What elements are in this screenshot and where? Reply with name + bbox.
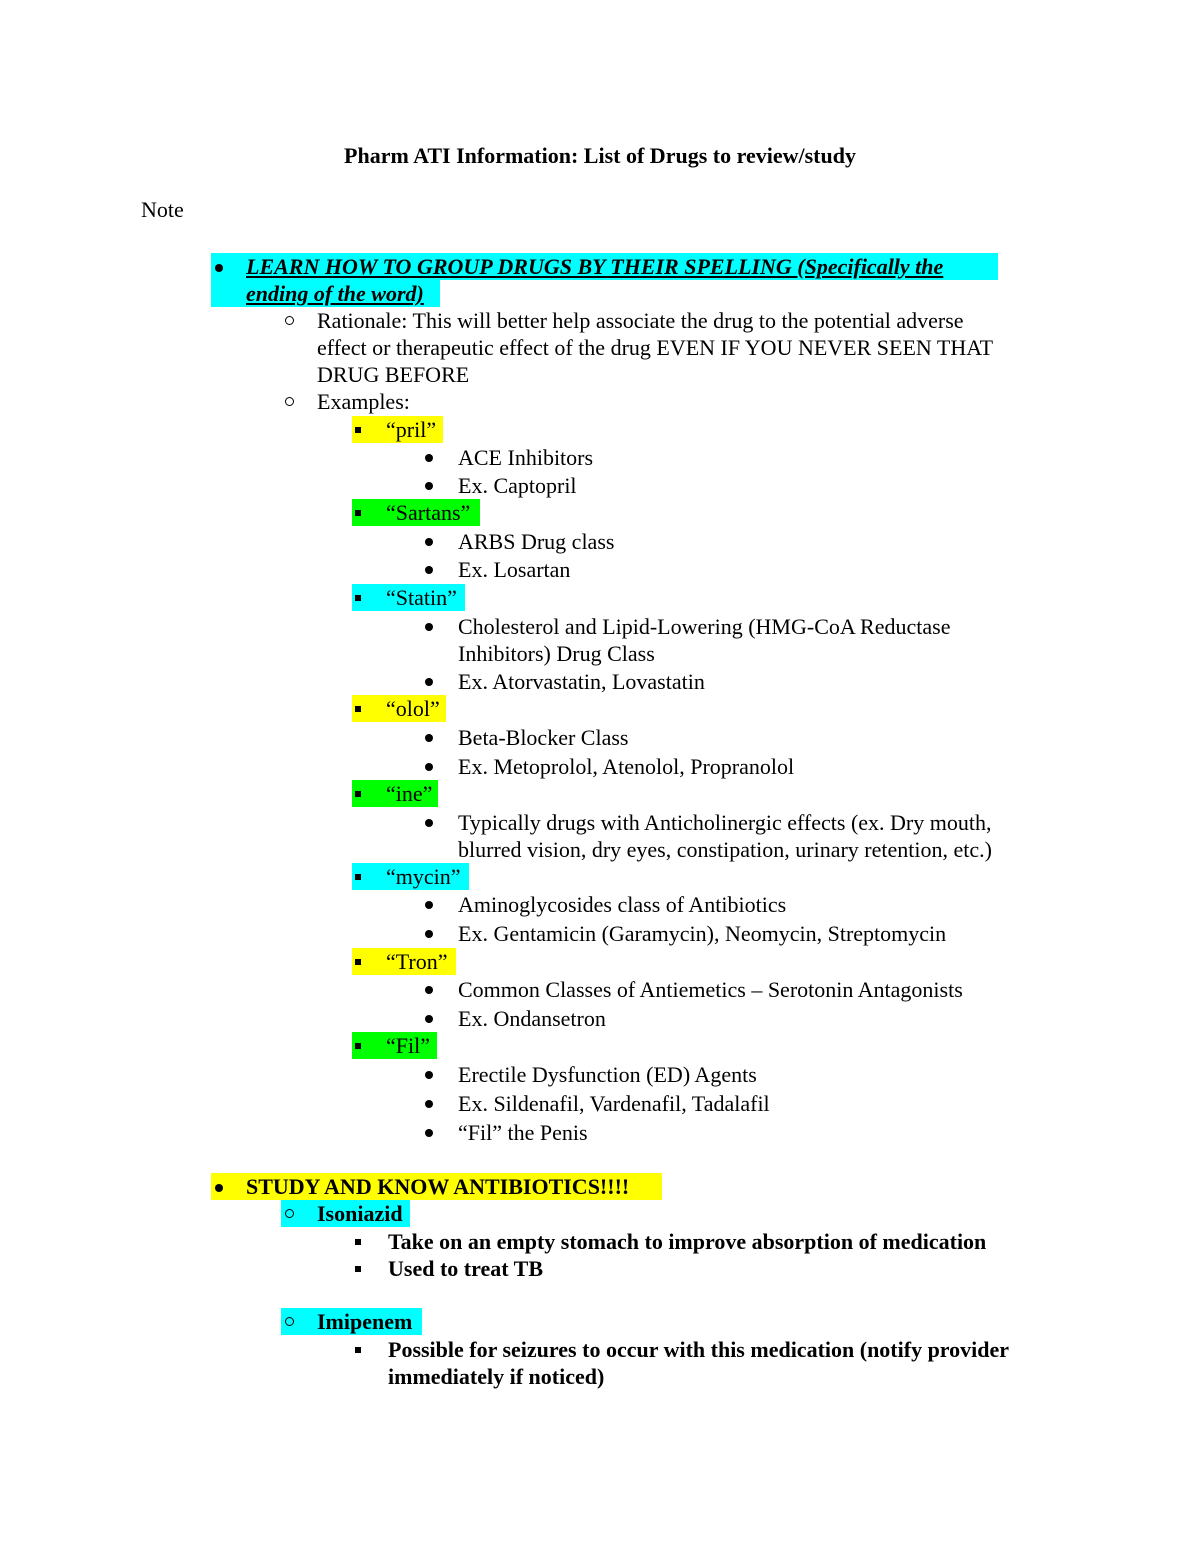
bullet-dot-icon	[425, 930, 433, 938]
bullet-dot-icon	[425, 482, 433, 490]
bullet-square-icon	[355, 1239, 361, 1245]
section1-heading-line2: ending of the word)	[246, 281, 424, 306]
group-item: Ex. Losartan	[458, 557, 571, 582]
bullet-square-icon	[355, 959, 361, 965]
bullet-dot-icon	[215, 264, 223, 272]
drug-point-continued: immediately if noticed)	[388, 1364, 605, 1389]
group-item: “Fil” the Penis	[458, 1120, 588, 1145]
bullet-dot-icon	[425, 678, 433, 686]
bullet-dot-icon	[215, 1184, 223, 1192]
bullet-dot-icon	[425, 1100, 433, 1108]
bullet-dot-icon	[425, 734, 433, 742]
bullet-circle-icon	[285, 316, 294, 325]
group-item: Aminoglycosides class of Antibiotics	[458, 892, 787, 917]
group-label-fil: “Fil”	[386, 1033, 430, 1058]
bullet-square-icon	[355, 706, 361, 712]
group-item: ACE Inhibitors	[458, 445, 594, 470]
group-label-statin: “Statin”	[386, 585, 457, 610]
group-item: Ex. Captopril	[458, 473, 577, 498]
bullet-dot-icon	[425, 1071, 433, 1079]
bullet-circle-icon	[285, 397, 294, 406]
section2-heading: STUDY AND KNOW ANTIBIOTICS!!!!	[246, 1174, 630, 1199]
bullet-circle-icon	[285, 1209, 294, 1218]
bullet-square-icon	[355, 595, 361, 601]
drug-name-imipenem: Imipenem	[317, 1309, 413, 1334]
bullet-square-icon	[355, 1266, 361, 1272]
drug-name-isoniazid: Isoniazid	[317, 1201, 403, 1226]
bullet-dot-icon	[425, 1129, 433, 1137]
examples-label: Examples:	[317, 389, 410, 414]
bullet-square-icon	[355, 1347, 361, 1353]
bullet-square-icon	[355, 1043, 361, 1049]
group-item: Typically drugs with Anticholinergic effects (ex. Dry mouth,	[458, 810, 992, 835]
group-label-tron: “Tron”	[386, 949, 448, 974]
bullet-square-icon	[355, 427, 361, 433]
group-label-sartans: “Sartans”	[386, 500, 471, 525]
bullet-dot-icon	[425, 623, 433, 631]
bullet-square-icon	[355, 791, 361, 797]
bullet-dot-icon	[425, 454, 433, 462]
drug-point: Take on an empty stomach to improve absorption of medication	[388, 1229, 987, 1254]
bullet-square-icon	[355, 874, 361, 880]
group-item-continued: Inhibitors) Drug Class	[458, 641, 655, 666]
rationale-line1: Rationale: This will better help associate the drug to the potential adverse	[317, 308, 964, 333]
page-title: Pharm ATI Information: List of Drugs to review/study	[344, 143, 856, 168]
rationale-line3: DRUG BEFORE	[317, 362, 470, 387]
bullet-dot-icon	[425, 538, 433, 546]
group-label-mycin: “mycin”	[386, 864, 461, 889]
group-item: Ex. Sildenafil, Vardenafil, Tadalafil	[458, 1091, 770, 1116]
group-item-continued: blurred vision, dry eyes, constipation, urinary retention, etc.)	[458, 837, 992, 862]
group-item: Common Classes of Antiemetics – Serotonin Antagonists	[458, 977, 963, 1002]
group-label-olol: “olol”	[386, 696, 440, 721]
group-item: Ex. Metoprolol, Atenolol, Propranolol	[458, 754, 795, 779]
group-label-ine: “ine”	[386, 781, 433, 806]
group-item: Ex. Atorvastatin, Lovastatin	[458, 669, 705, 694]
bullet-dot-icon	[425, 1015, 433, 1023]
group-item: Erectile Dysfunction (ED) Agents	[458, 1062, 757, 1087]
bullet-dot-icon	[425, 819, 433, 827]
bullet-circle-icon	[285, 1317, 294, 1326]
section1-heading-line1: LEARN HOW TO GROUP DRUGS BY THEIR SPELLING (Specifically the	[246, 254, 944, 279]
group-item: Ex. Ondansetron	[458, 1006, 606, 1031]
bullet-square-icon	[355, 510, 361, 516]
group-item: ARBS Drug class	[458, 529, 615, 554]
bullet-dot-icon	[425, 986, 433, 994]
bullet-dot-icon	[425, 763, 433, 771]
drug-point: Used to treat TB	[388, 1256, 544, 1281]
bullet-dot-icon	[425, 901, 433, 909]
group-label-pril: “pril”	[386, 417, 437, 442]
group-item: Ex. Gentamicin (Garamycin), Neomycin, Streptomycin	[458, 921, 947, 946]
note-label: Note	[141, 197, 184, 222]
bullet-dot-icon	[425, 566, 433, 574]
group-item: Beta-Blocker Class	[458, 725, 629, 750]
group-item: Cholesterol and Lipid-Lowering (HMG-CoA Reductase	[458, 614, 951, 639]
rationale-line2: effect or therapeutic effect of the drug EVEN IF YOU NEVER SEEN THAT	[317, 335, 994, 360]
drug-point: Possible for seizures to occur with this medication (notify provider	[388, 1337, 1010, 1362]
